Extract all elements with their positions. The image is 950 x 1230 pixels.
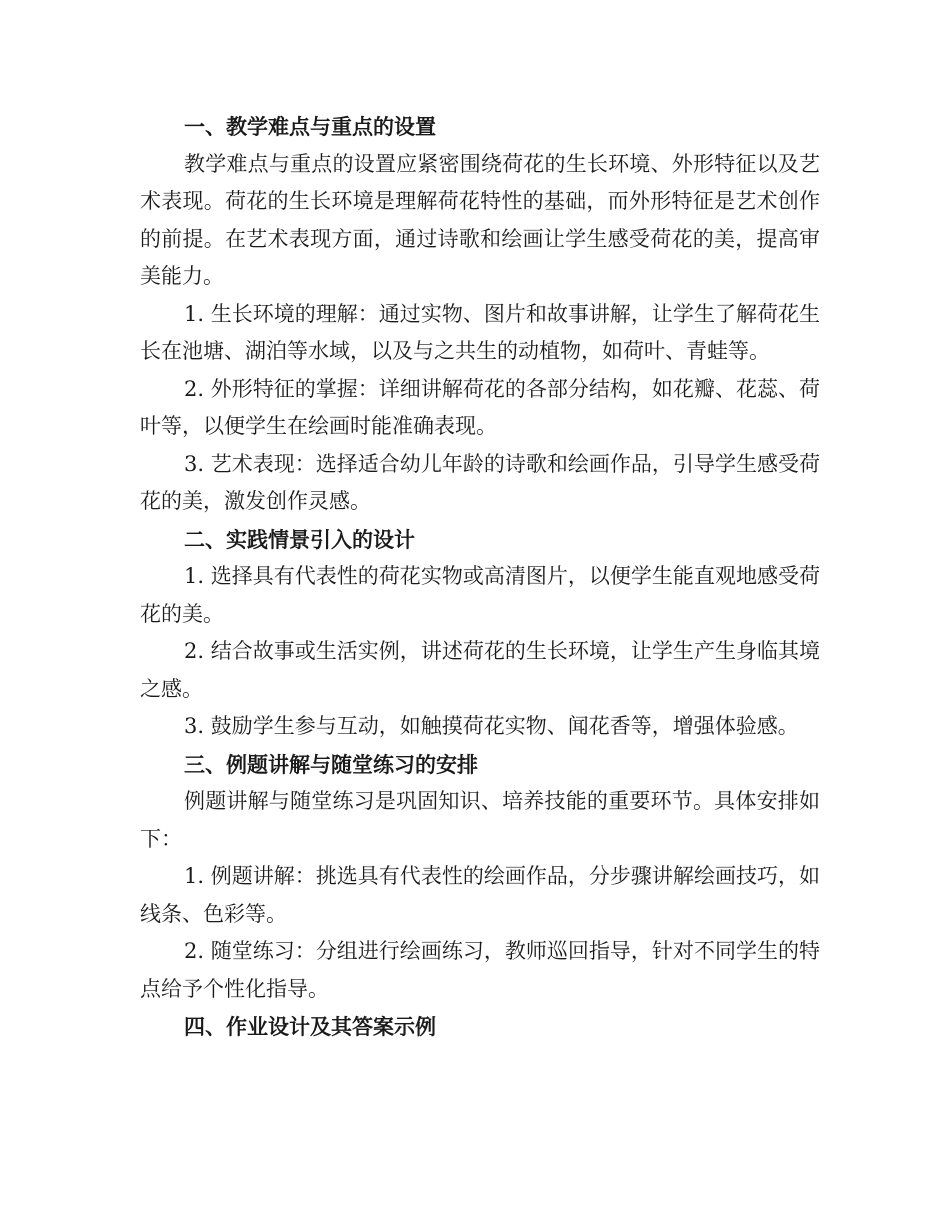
section-2-item-2: 2. 结合故事或生活实例，讲述荷花的生长环境，让学生产生身临其境之感。 bbox=[140, 639, 820, 701]
section-1-item-1: 1. 生长环境的理解：通过实物、图片和故事讲解，让学生了解荷花生长在池塘、湖泊等水域，以及与之共生的动植物，如荷叶、青蛙等。 bbox=[140, 301, 820, 363]
section-3-intro: 例题讲解与随堂练习是巩固知识、培养技能的重要环节。具体安排如下： bbox=[140, 789, 820, 851]
section-heading-2: 二、实践情景引入的设计 bbox=[184, 526, 415, 552]
document-body bbox=[140, 108, 820, 1046]
section-1-intro: 教学难点与重点的设置应紧密围绕荷花的生长环境、外形特征以及艺术表现。荷花的生长环境是理解荷花特性的基础，而外形特征是艺术创作的前提。在艺术表现方面，通过诗歌和绘画让学生感受荷花的美，提高审美能力。 bbox=[140, 151, 820, 288]
section-1-item-2: 2. 外形特征的掌握：详细讲解荷花的各部分结构，如花瓣、花蕊、荷叶等，以便学生在绘画时能准确表现。 bbox=[140, 376, 820, 438]
section-3-item-1: 1. 例题讲解：挑选具有代表性的绘画作品，分步骤讲解绘画技巧，如线条、色彩等。 bbox=[140, 864, 820, 926]
section-3-item-2: 2. 随堂练习：分组进行绘画练习，教师巡回指导，针对不同学生的特点给予个性化指导。 bbox=[140, 939, 820, 1001]
section-heading-3: 三、例题讲解与随堂练习的安排 bbox=[184, 751, 478, 777]
section-2-item-3: 3. 鼓励学生参与互动，如触摸荷花实物、闻花香等，增强体验感。 bbox=[184, 714, 799, 738]
section-heading-4: 四、作业设计及其答案示例 bbox=[184, 1014, 436, 1039]
section-2-item-1: 1. 选择具有代表性的荷花实物或高清图片，以便学生能直观地感受荷花的美。 bbox=[140, 564, 820, 626]
section-heading-1: 一、教学难点与重点的设置 bbox=[184, 114, 436, 139]
section-1-item-3: 3. 艺术表现：选择适合幼儿年龄的诗歌和绘画作品，引导学生感受荷花的美，激发创作灵感。 bbox=[140, 451, 820, 513]
